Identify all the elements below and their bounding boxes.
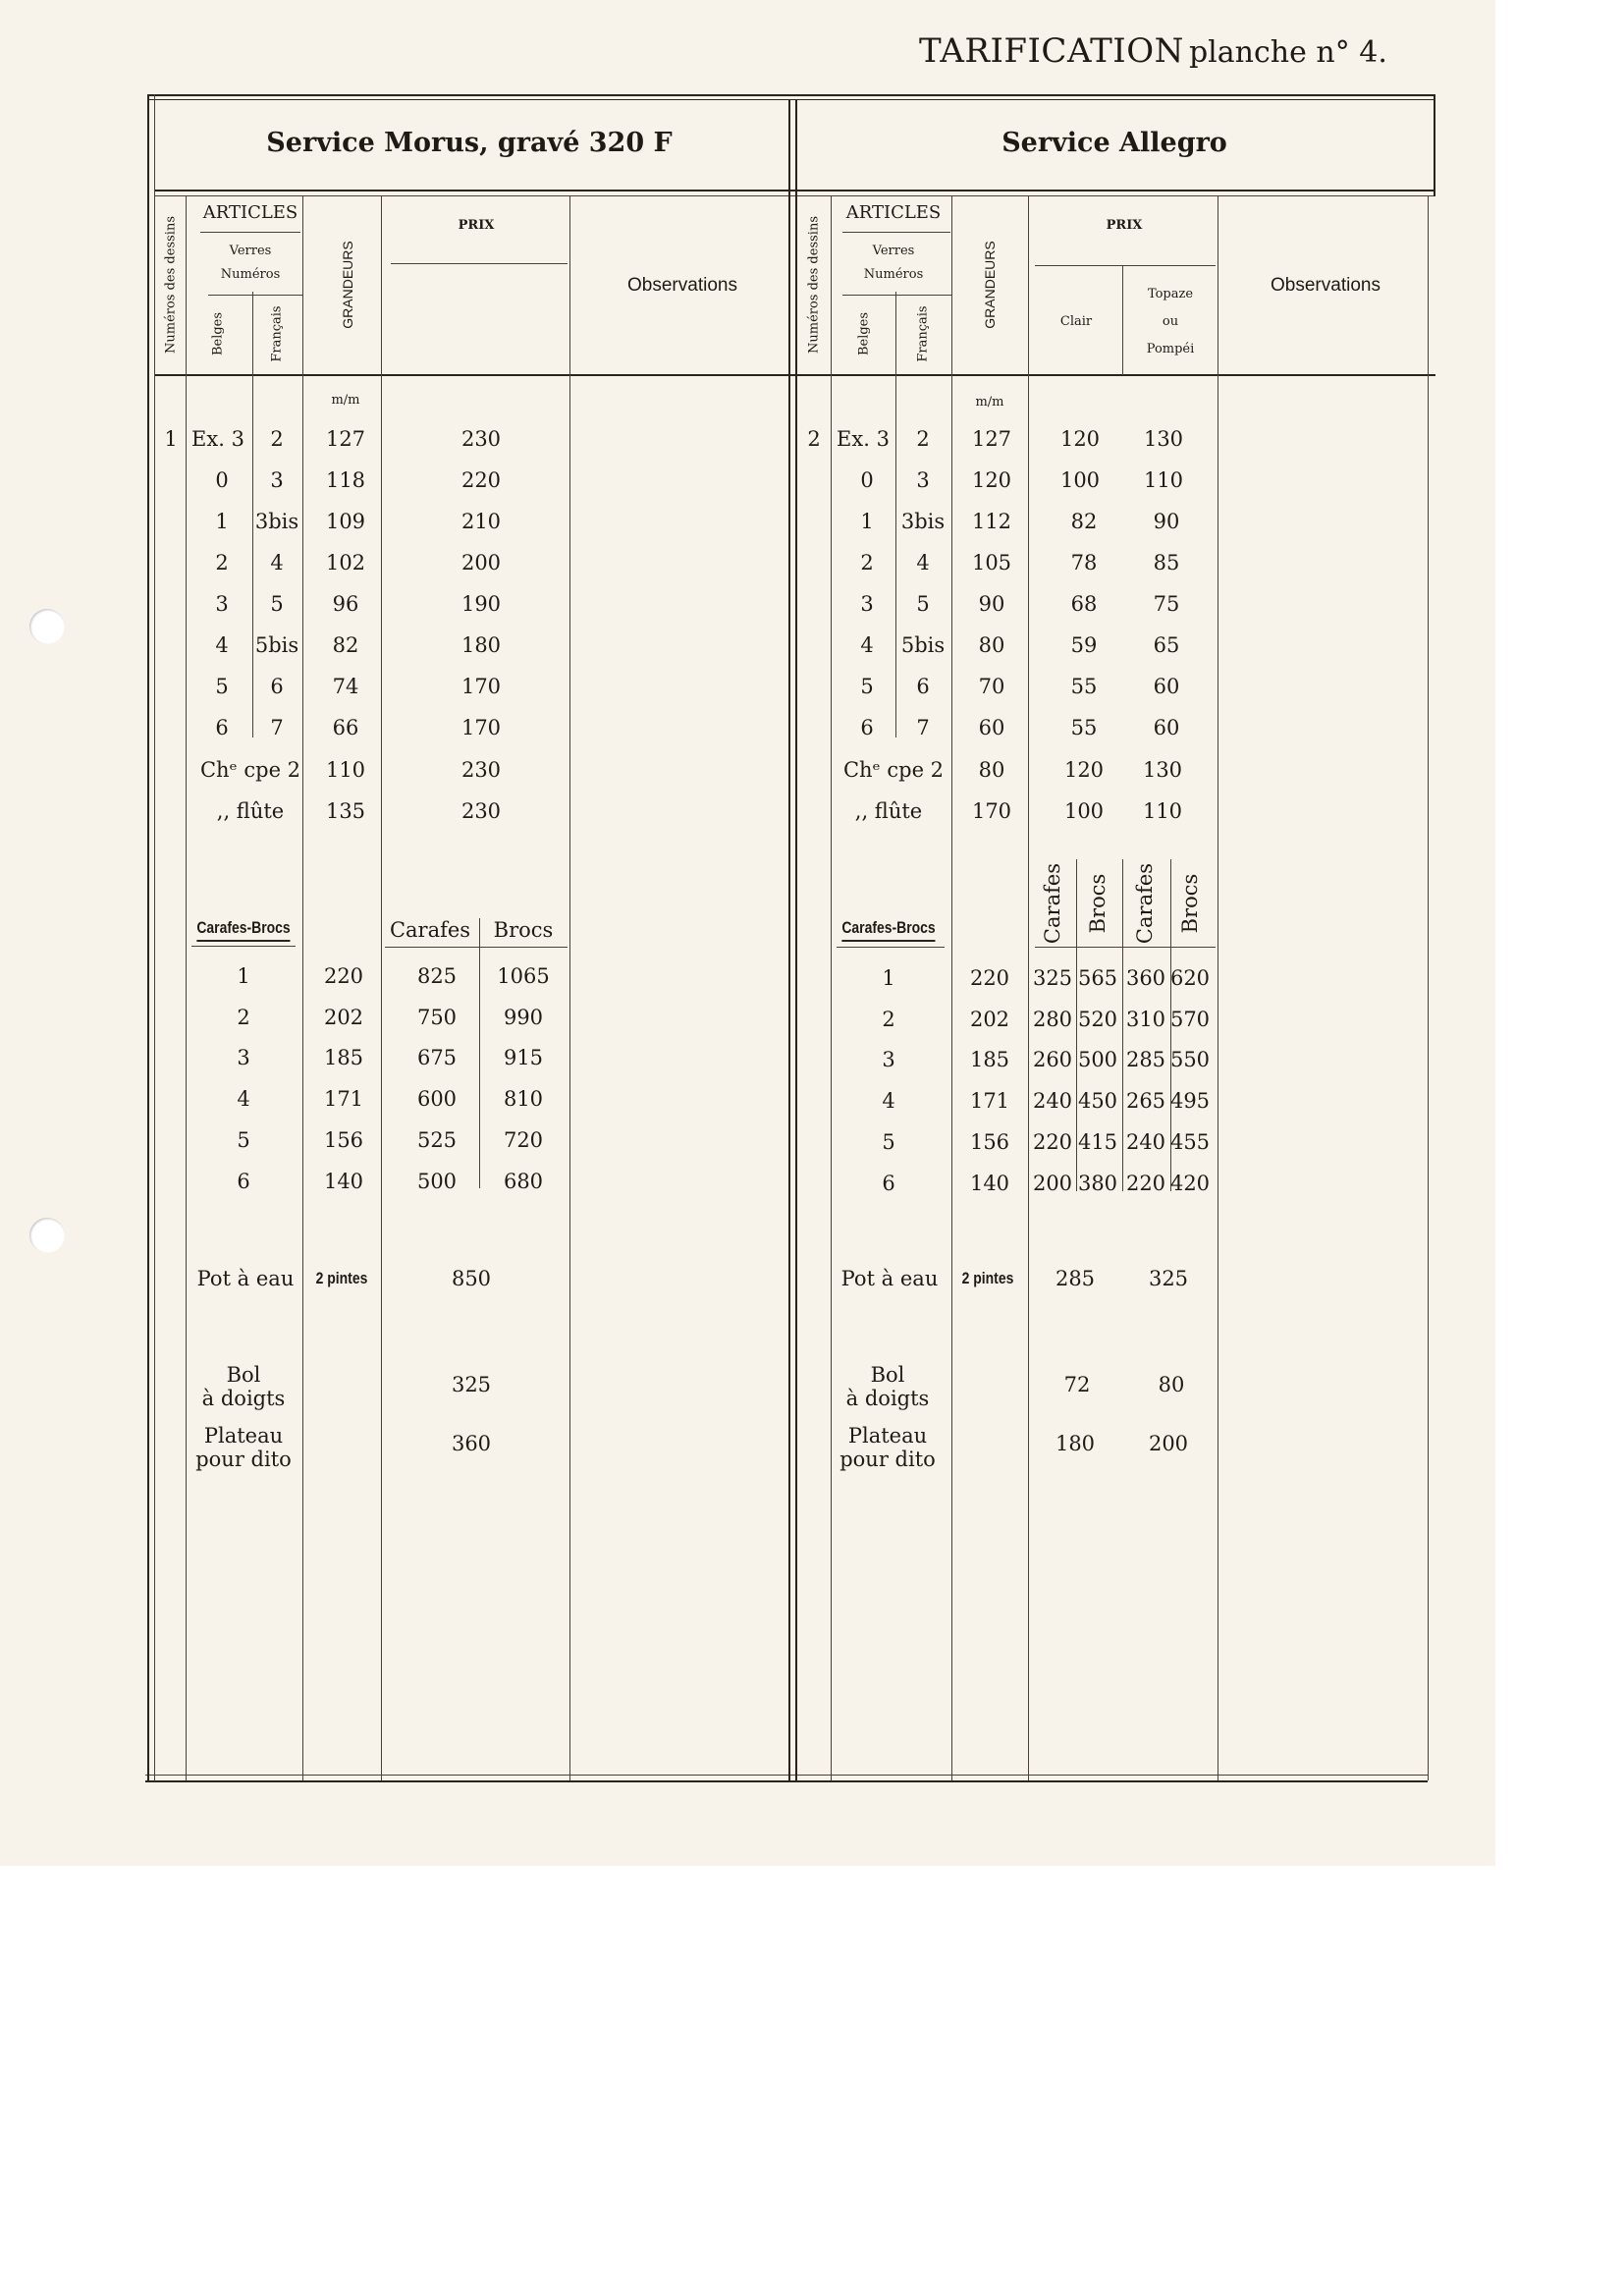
allegro-champagne-label: ,, flûte	[854, 799, 923, 823]
allegro-clair-carafe: 325	[1032, 966, 1073, 990]
allegro-col-rule	[1122, 859, 1123, 1191]
morus-francais: 7	[270, 716, 284, 739]
morus-carafes-head-rule	[385, 947, 568, 948]
frame-top	[147, 94, 1435, 96]
allegro-topaze-brocs-head: Brocs	[1178, 873, 1202, 934]
morus-col-rule	[569, 196, 570, 1780]
morus-col-rule	[302, 196, 303, 1780]
morus-bol-line1: Bol	[226, 1363, 261, 1387]
allegro-francais-header: Français	[915, 305, 931, 362]
allegro-champagne-label: Chᵉ cpe 2	[842, 758, 945, 782]
morus-belge: 2	[215, 551, 229, 574]
allegro-belge: 4	[860, 633, 874, 657]
morus-pot-prix: 850	[451, 1267, 492, 1290]
frame-bottom-inner	[145, 1775, 1428, 1776]
allegro-clair: 82	[1070, 510, 1098, 533]
allegro-belge: Ex. 3	[837, 427, 890, 451]
morus-service-title: Service Morus, gravé 320 F	[266, 128, 673, 158]
morus-numeros-header: Numéros	[220, 267, 281, 282]
morus-grandeur: 74	[332, 675, 359, 698]
allegro-clair-broc: 415	[1077, 1130, 1118, 1154]
morus-carafe-grandeur: 185	[323, 1046, 364, 1069]
morus-champagne-label: Chᵉ cpe 2	[199, 758, 301, 782]
morus-plateau-line2: pour dito	[195, 1448, 292, 1471]
morus-dessin-number: 1	[164, 427, 178, 451]
morus-francais: 5	[270, 592, 284, 616]
morus-francais: 5bis	[254, 633, 299, 657]
morus-carafe-num: 6	[237, 1170, 250, 1193]
morus-belge: 0	[215, 468, 229, 492]
allegro-numeros-header: Numéros	[863, 267, 924, 282]
allegro-clair-broc: 450	[1077, 1089, 1118, 1113]
allegro-dessins-header: Numéros des dessins	[806, 216, 822, 354]
allegro-carafes-head-rule	[1035, 947, 1216, 948]
morus-grandeur: 102	[325, 551, 366, 574]
morus-belge: Ex. 3	[191, 427, 244, 451]
frame-right	[1434, 94, 1435, 196]
morus-carafe-grandeur: 171	[323, 1087, 364, 1111]
allegro-plateau-line2: pour dito	[839, 1448, 936, 1471]
allegro-carafe-grandeur: 171	[969, 1089, 1010, 1113]
allegro-clair: 55	[1070, 675, 1098, 698]
morus-grandeur: 66	[332, 716, 359, 739]
morus-pot-label: Pot à eau	[196, 1267, 295, 1290]
allegro-grandeur: 70	[978, 675, 1005, 698]
allegro-topaze-broc: 455	[1169, 1130, 1211, 1154]
allegro-grandeur: 105	[971, 551, 1012, 574]
morus-carafes-rule	[191, 946, 296, 947]
frame-top-inner	[147, 99, 1435, 100]
allegro-carafe-grandeur: 140	[969, 1172, 1010, 1195]
allegro-francais: 5bis	[900, 633, 946, 657]
allegro-observations-header: Observations	[1271, 275, 1380, 296]
allegro-carafes-rule	[837, 947, 945, 948]
allegro-clair-broc: 380	[1077, 1172, 1118, 1195]
allegro-col-rule	[895, 292, 896, 374]
morus-grandeur: 109	[325, 510, 366, 533]
allegro-col-rule	[1076, 859, 1077, 1191]
morus-articles-header: ARTICLES	[202, 202, 298, 223]
punch-hole	[29, 1218, 65, 1253]
frame-left	[147, 94, 149, 1781]
morus-prix: 170	[460, 716, 502, 739]
allegro-champagne-clair: 100	[1063, 799, 1105, 823]
allegro-francais: 2	[916, 427, 930, 451]
morus-belge: 1	[215, 510, 229, 533]
allegro-topaze-broc: 620	[1169, 966, 1211, 990]
morus-carafe-grandeur: 140	[323, 1170, 364, 1193]
morus-col-rule	[186, 196, 187, 1780]
allegro-topaze: 75	[1153, 592, 1180, 616]
morus-articles-rule	[200, 232, 300, 233]
allegro-clair-carafe: 200	[1032, 1172, 1073, 1195]
morus-prix: 180	[460, 633, 502, 657]
allegro-clair: 120	[1059, 427, 1101, 451]
allegro-champagne-grandeur: 170	[971, 799, 1012, 823]
morus-unit-label: m/m	[331, 393, 360, 408]
allegro-col-rule	[1122, 265, 1123, 375]
morus-carafe-num: 1	[237, 964, 250, 988]
plate-number: planche n° 4.	[1188, 35, 1387, 70]
morus-broc-price: 990	[503, 1006, 544, 1029]
allegro-carafes-label: Carafes-Brocs	[841, 918, 935, 942]
allegro-topaze-carafe: 360	[1125, 966, 1166, 990]
morus-francais: 3bis	[254, 510, 299, 533]
morus-grandeur: 118	[325, 468, 366, 492]
allegro-plateau-topaze: 200	[1148, 1432, 1189, 1455]
morus-plateau-line1: Plateau	[203, 1424, 284, 1448]
morus-champagne-prix: 230	[460, 799, 502, 823]
allegro-carafe-num: 6	[882, 1172, 895, 1195]
morus-dessins-header: Numéros des dessins	[163, 216, 179, 354]
allegro-topaze-broc: 420	[1169, 1172, 1211, 1195]
morus-carafe-price: 500	[416, 1170, 458, 1193]
allegro-topaze: 65	[1153, 633, 1180, 657]
allegro-articles-header: ARTICLES	[845, 202, 942, 223]
allegro-francais: 7	[916, 716, 930, 739]
morus-broc-price: 915	[503, 1046, 544, 1069]
allegro-bol-clair: 72	[1063, 1373, 1091, 1396]
allegro-belge: 1	[860, 510, 874, 533]
allegro-clair-broc: 520	[1077, 1008, 1118, 1031]
allegro-topaze-carafes-head: Carafes	[1133, 862, 1157, 945]
allegro-articles-rule	[842, 232, 950, 233]
allegro-topaze-broc: 550	[1169, 1048, 1211, 1071]
allegro-topaze-header-1: Topaze	[1147, 287, 1194, 301]
allegro-bol-line1: Bol	[870, 1363, 905, 1387]
morus-col-rule	[252, 374, 253, 738]
morus-observations-header: Observations	[627, 275, 737, 296]
allegro-francais: 3	[916, 468, 930, 492]
morus-broc-price: 720	[503, 1128, 544, 1152]
allegro-carafe-grandeur: 202	[969, 1008, 1010, 1031]
allegro-topaze-carafe: 285	[1125, 1048, 1166, 1071]
allegro-carafe-num: 4	[882, 1089, 895, 1113]
allegro-belge: 6	[860, 716, 874, 739]
frame-bottom	[145, 1780, 1428, 1782]
allegro-francais: 6	[916, 675, 930, 698]
allegro-verres-header: Verres	[872, 244, 915, 258]
morus-francais: 4	[270, 551, 284, 574]
allegro-carafe-num: 2	[882, 1008, 895, 1031]
allegro-topaze: 60	[1153, 716, 1180, 739]
allegro-grandeur: 120	[971, 468, 1012, 492]
morus-carafe-num: 3	[237, 1046, 250, 1069]
allegro-carafe-grandeur: 156	[969, 1130, 1010, 1154]
morus-carafe-price: 525	[416, 1128, 458, 1152]
morus-col-rule	[252, 292, 253, 374]
allegro-topaze: 60	[1153, 675, 1180, 698]
morus-grandeur: 82	[332, 633, 359, 657]
morus-grandeurs-header: GRANDEURS	[340, 241, 355, 329]
allegro-service-title: Service Allegro	[1001, 128, 1227, 158]
allegro-col-rule	[831, 196, 832, 1780]
morus-carafe-price: 825	[416, 964, 458, 988]
allegro-numeros-rule	[842, 295, 952, 296]
morus-carafe-price: 600	[416, 1087, 458, 1111]
allegro-clair: 78	[1070, 551, 1098, 574]
punch-hole	[29, 609, 65, 644]
morus-belges-header: Belges	[210, 311, 226, 356]
allegro-belge: 0	[860, 468, 874, 492]
allegro-topaze-carafe: 265	[1125, 1089, 1166, 1113]
morus-carafes-label: Carafes-Brocs	[196, 918, 290, 942]
morus-grandeur: 96	[332, 592, 359, 616]
morus-carafe-num: 2	[237, 1006, 250, 1029]
morus-pot-size: 2 pintes	[315, 1269, 368, 1287]
morus-francais-header: Français	[269, 305, 285, 362]
allegro-champagne-topaze: 130	[1142, 758, 1183, 782]
allegro-clair: 100	[1059, 468, 1101, 492]
allegro-topaze-broc: 570	[1169, 1008, 1211, 1031]
allegro-clair: 59	[1070, 633, 1098, 657]
allegro-grandeur: 90	[978, 592, 1005, 616]
allegro-topaze: 90	[1153, 510, 1180, 533]
morus-brocs-head: Brocs	[493, 918, 554, 942]
allegro-topaze-carafe: 310	[1125, 1008, 1166, 1031]
allegro-champagne-clair: 120	[1063, 758, 1105, 782]
morus-col-rule	[381, 196, 382, 1780]
allegro-clair-brocs-head: Brocs	[1086, 873, 1110, 934]
page-title: TARIFICATION	[919, 31, 1184, 71]
morus-prix-rule	[391, 263, 568, 264]
allegro-topaze-broc: 495	[1169, 1089, 1211, 1113]
allegro-plateau-clair: 180	[1055, 1432, 1096, 1455]
morus-broc-price: 680	[503, 1170, 544, 1193]
allegro-clair: 55	[1070, 716, 1098, 739]
allegro-carafe-num: 5	[882, 1130, 895, 1154]
allegro-bol-line2: à doigts	[845, 1387, 930, 1410]
morus-grandeur: 127	[325, 427, 366, 451]
morus-bol-prix: 325	[451, 1373, 492, 1396]
frame-right-lower	[1428, 196, 1429, 1780]
allegro-pot-label: Pot à eau	[840, 1267, 939, 1290]
morus-carafe-price: 675	[416, 1046, 458, 1069]
allegro-topaze-header-3: Pompéi	[1146, 342, 1195, 356]
allegro-col-rule	[1028, 196, 1029, 1780]
allegro-champagne-topaze: 110	[1142, 799, 1183, 823]
allegro-bol-topaze: 80	[1158, 1373, 1185, 1396]
morus-bol-line2: à doigts	[201, 1387, 286, 1410]
allegro-francais: 4	[916, 551, 930, 574]
allegro-col-rule	[951, 196, 952, 1780]
allegro-prix-header: PRIX	[1106, 218, 1143, 233]
allegro-belge: 2	[860, 551, 874, 574]
allegro-clair-broc: 565	[1077, 966, 1118, 990]
morus-francais: 2	[270, 427, 284, 451]
morus-numeros-rule	[208, 295, 302, 296]
allegro-clair-carafe: 220	[1032, 1130, 1073, 1154]
morus-champagne-grandeur: 135	[325, 799, 366, 823]
allegro-francais: 5	[916, 592, 930, 616]
allegro-grandeur: 60	[978, 716, 1005, 739]
allegro-clair-broc: 500	[1077, 1048, 1118, 1071]
morus-champagne-prix: 230	[460, 758, 502, 782]
allegro-belge: 5	[860, 675, 874, 698]
allegro-belge: 3	[860, 592, 874, 616]
morus-col-rule	[479, 918, 480, 1188]
allegro-carafe-grandeur: 185	[969, 1048, 1010, 1071]
morus-prix: 200	[460, 551, 502, 574]
morus-carafe-grandeur: 220	[323, 964, 364, 988]
allegro-prix-rule	[1035, 265, 1216, 266]
morus-carafe-grandeur: 156	[323, 1128, 364, 1152]
morus-broc-price: 1065	[497, 964, 550, 988]
morus-prix: 170	[460, 675, 502, 698]
morus-belge: 5	[215, 675, 229, 698]
morus-prix-header: PRIX	[458, 218, 495, 233]
allegro-clair-carafe: 280	[1032, 1008, 1073, 1031]
morus-prix: 210	[460, 510, 502, 533]
allegro-clair: 68	[1070, 592, 1098, 616]
allegro-pot-size: 2 pintes	[961, 1269, 1014, 1287]
morus-francais: 3	[270, 468, 284, 492]
morus-carafe-grandeur: 202	[323, 1006, 364, 1029]
allegro-grandeurs-header: GRANDEURS	[982, 241, 998, 329]
frame-center-left	[788, 99, 790, 1780]
allegro-topaze: 130	[1143, 427, 1184, 451]
allegro-pot-clair: 285	[1055, 1267, 1096, 1290]
morus-prix: 220	[460, 468, 502, 492]
allegro-topaze-carafe: 240	[1125, 1130, 1166, 1154]
morus-prix: 230	[460, 427, 502, 451]
morus-champagne-grandeur: 110	[325, 758, 366, 782]
morus-prix: 190	[460, 592, 502, 616]
allegro-topaze-header-2: ou	[1162, 314, 1179, 329]
allegro-francais: 3bis	[900, 510, 946, 533]
frame-center-right	[795, 99, 797, 1780]
allegro-unit-label: m/m	[975, 395, 1004, 410]
allegro-grandeur: 127	[971, 427, 1012, 451]
allegro-clair-carafe: 240	[1032, 1089, 1073, 1113]
morus-belge: 3	[215, 592, 229, 616]
morus-carafe-num: 5	[237, 1128, 250, 1152]
frame-left-inner	[154, 94, 155, 1781]
allegro-col-rule	[895, 374, 896, 738]
allegro-pot-topaze: 325	[1148, 1267, 1189, 1290]
page-title-block	[919, 31, 1387, 71]
allegro-champagne-grandeur: 80	[978, 758, 1005, 782]
morus-verres-header: Verres	[229, 244, 272, 258]
allegro-clair-header: Clair	[1059, 314, 1093, 329]
allegro-belges-header: Belges	[856, 311, 872, 356]
allegro-grandeur: 112	[971, 510, 1012, 533]
morus-francais: 6	[270, 675, 284, 698]
allegro-carafe-num: 3	[882, 1048, 895, 1071]
morus-broc-price: 810	[503, 1087, 544, 1111]
allegro-topaze: 85	[1153, 551, 1180, 574]
allegro-topaze-carafe: 220	[1125, 1172, 1166, 1195]
allegro-topaze: 110	[1143, 468, 1184, 492]
morus-carafe-num: 4	[237, 1087, 250, 1111]
morus-plateau-prix: 360	[451, 1432, 492, 1455]
allegro-carafe-num: 1	[882, 966, 895, 990]
morus-belge: 4	[215, 633, 229, 657]
morus-belge: 6	[215, 716, 229, 739]
allegro-plateau-line1: Plateau	[847, 1424, 928, 1448]
allegro-carafe-grandeur: 220	[969, 966, 1010, 990]
allegro-grandeur: 80	[978, 633, 1005, 657]
allegro-clair-carafe: 260	[1032, 1048, 1073, 1071]
morus-carafes-head: Carafes	[389, 918, 471, 942]
allegro-clair-carafes-head: Carafes	[1041, 862, 1064, 945]
morus-champagne-label: ,, flûte	[216, 799, 285, 823]
morus-carafe-price: 750	[416, 1006, 458, 1029]
allegro-dessin-number: 2	[807, 427, 821, 451]
